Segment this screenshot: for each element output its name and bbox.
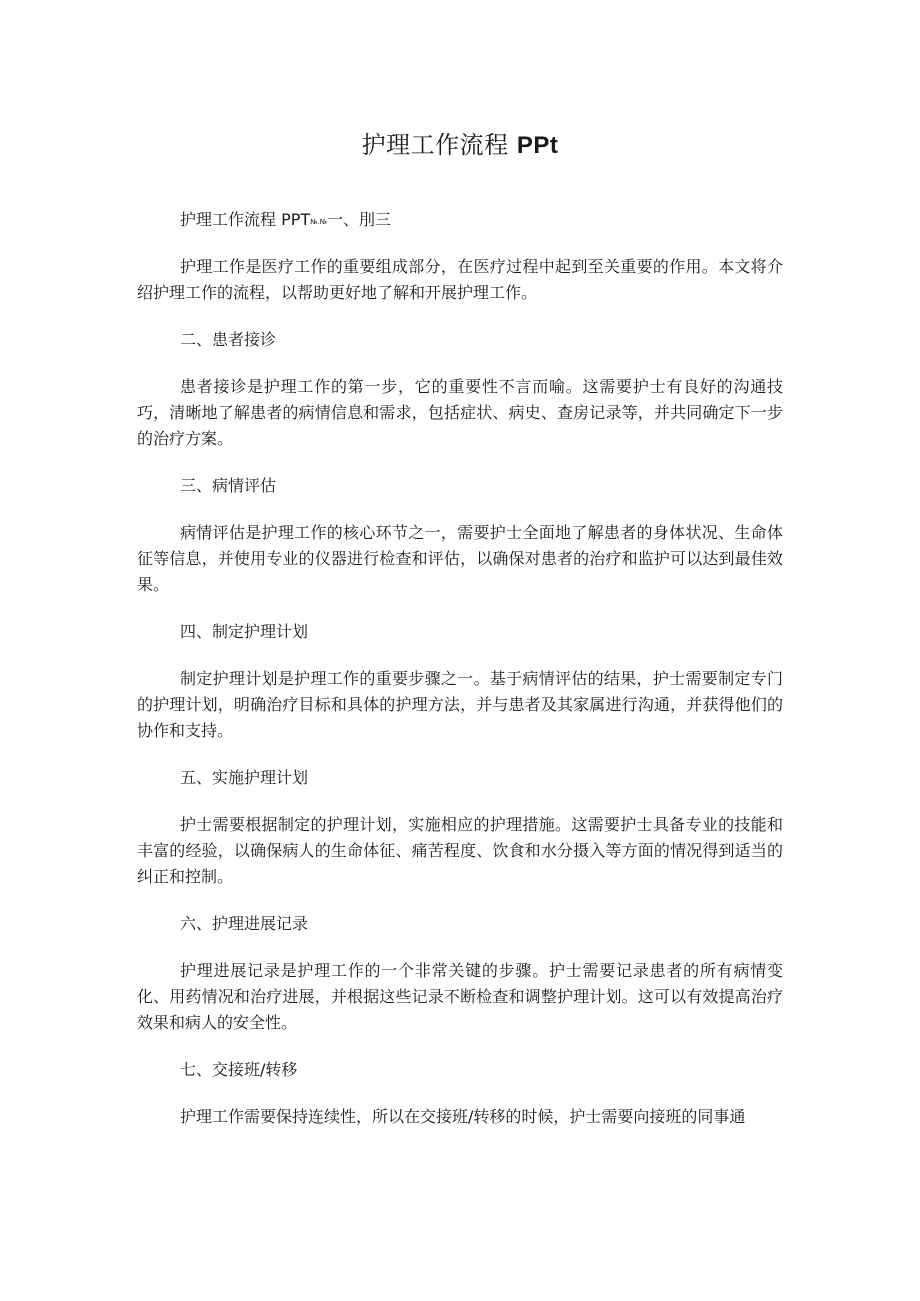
subtitle-small: №.№ — [310, 218, 327, 226]
section-heading: 五、实施护理计划 — [180, 768, 309, 787]
subtitle-tail: 一、刖三 — [326, 210, 391, 229]
subtitle-main: 护理工作流程 PPT — [180, 210, 311, 229]
title-chinese: 护理工作流程 — [361, 131, 509, 159]
section-heading: 七、交接班/转移 — [180, 1060, 298, 1079]
document-body — [137, 206, 783, 1150]
section-paragraph: 护理工作需要保持连续性，所以在交接班/转移的时候，护士需要向接班的同事通 — [180, 1107, 746, 1126]
section-paragraph: 护理进展记录是护理工作的一个非常关键的步骤。护士需要记录患者的所有病情变化、用药情况和治疗进展，并根据这些记录不断检查和调整护理计划。这可以有效提高治疗效果和病人的安全性。 — [137, 961, 783, 1032]
section-paragraph: 护士需要根据制定的护理计划，实施相应的护理措施。这需要护士具备专业的技能和丰富的经验，以确保病人的生命体征、痛苦程度、饮食和水分摄入等方面的情况得到适当的纠正和控制。 — [137, 815, 783, 886]
section-heading: 二、患者接诊 — [180, 330, 277, 349]
section-heading: 四、制定护理计划 — [180, 622, 309, 641]
subtitle-line — [137, 206, 783, 234]
section-paragraph: 病情评估是护理工作的核心环节之一，需要护士全面地了解患者的身体状况、生命体征等信息，并使用专业的仪器进行检查和评估，以确保对患者的治疗和监护可以达到最佳效果。 — [137, 523, 783, 594]
section-intro-paragraph: 护理工作是医疗工作的重要组成部分，在医疗过程中起到至关重要的作用。本文将介绍护理工作的流程，以帮助更好地了解和开展护理工作。 — [137, 257, 783, 302]
section-paragraph: 制定护理计划是护理工作的重要步骤之一。基于病情评估的结果，护士需要制定专门的护理计划，明确治疗目标和具体的护理方法，并与患者及其家属进行沟通，并获得他们的协作和支持。 — [137, 669, 783, 740]
section-heading: 三、病情评估 — [180, 476, 277, 495]
document-title — [0, 128, 920, 163]
title-latin: PPt — [516, 132, 559, 159]
section-paragraph: 患者接诊是护理工作的第一步，它的重要性不言而喻。这需要护士有良好的沟通技巧，清晰地了解患者的病情信息和需求，包括症状、病史、查房记录等，并共同确定下一步的治疗方案。 — [137, 377, 783, 448]
section-heading: 六、护理进展记录 — [180, 914, 309, 933]
